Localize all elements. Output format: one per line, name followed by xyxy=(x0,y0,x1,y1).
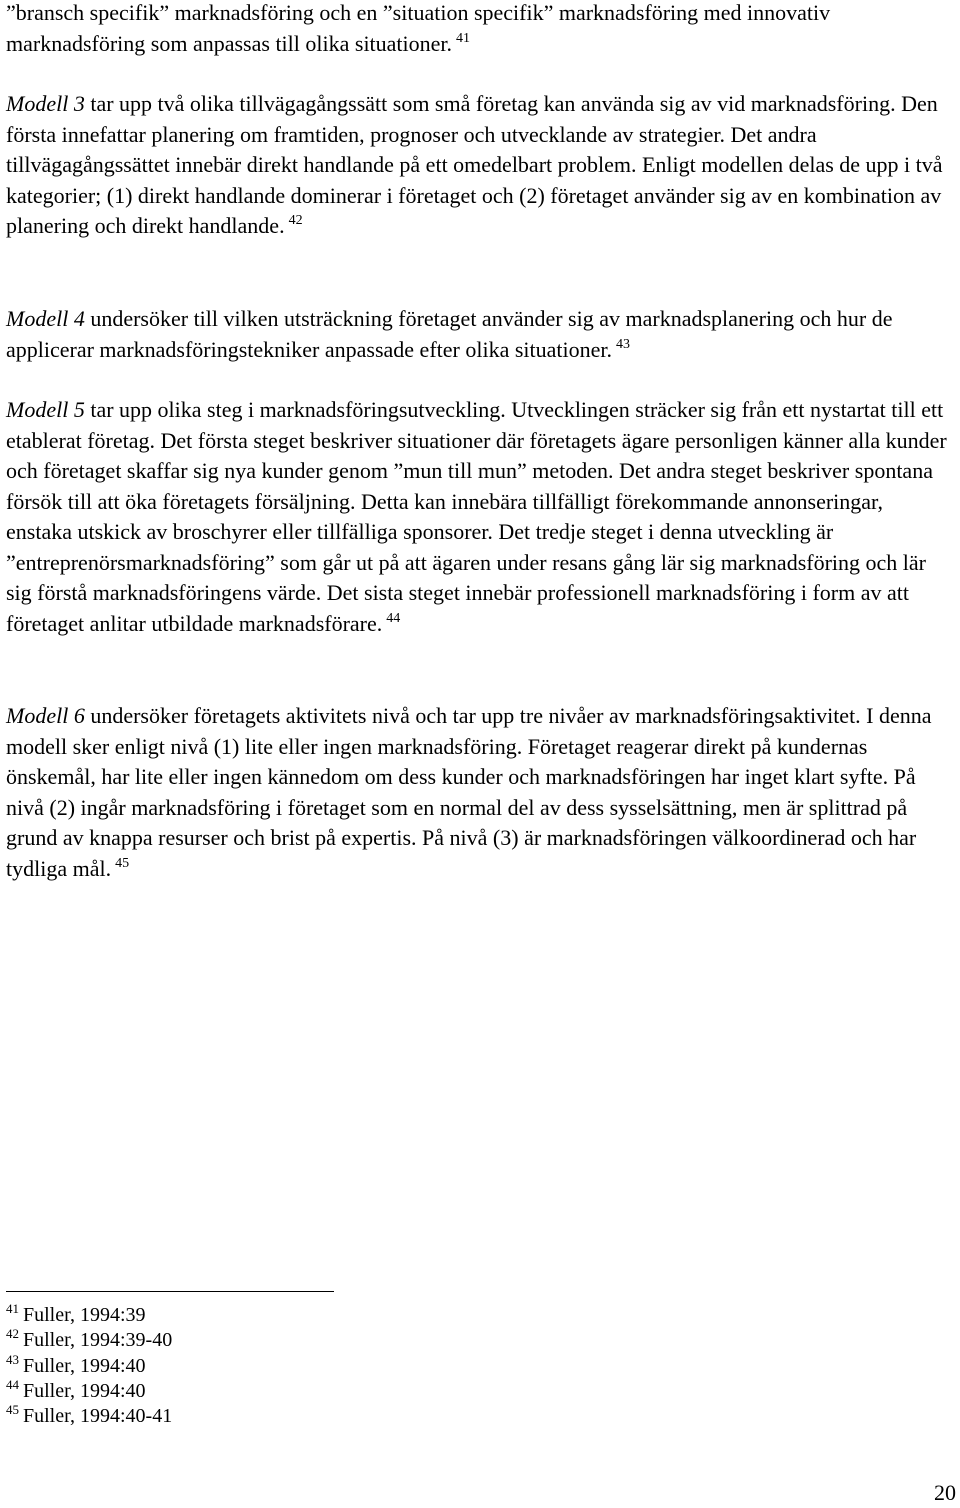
footnote-ref: 43 xyxy=(616,336,630,352)
paragraph-text: undersöker företagets aktivitets nivå och tar upp tre nivåer av marknadsföringsaktivitet. I denna modell sker enligt nivå (1) lite eller ingen marknadsföring. Företaget reagerar direkt på kundernas önskemål, har lite eller ingen kännedom om dess kunder och marknadsföringen har inget klart syfte. På nivå (2) ingår marknadsföring i företaget som en normal del av dess sysselsättning, men är splittrad på grund av knappa resurser och brist på expertis. På nivå (3) är marknadsföringen välkoordinerad och har tydliga mål. xyxy=(6,703,932,881)
model-label: Modell 3 xyxy=(6,91,85,116)
footnote-item xyxy=(6,1376,606,1404)
footnote-number: 42 xyxy=(6,1326,19,1342)
footnote-number: 41 xyxy=(6,1301,19,1316)
footnote-item xyxy=(6,1404,606,1429)
footnote-text: Fuller, 1994:40 xyxy=(23,1354,146,1377)
page-number: 20 xyxy=(934,1480,956,1505)
footnote-item xyxy=(6,1328,606,1353)
footnote-separator xyxy=(6,1291,334,1292)
footnotes xyxy=(6,1303,606,1429)
footnote-ref: 44 xyxy=(386,610,401,626)
footnote-ref: 42 xyxy=(288,213,303,228)
footnote-item xyxy=(6,1303,606,1328)
footnote-text: Fuller, 1994:39-40 xyxy=(23,1329,173,1352)
footnote-text: Fuller, 1994:40 xyxy=(23,1379,146,1402)
paragraph-model-3 xyxy=(6,89,954,242)
paragraph-model-5 xyxy=(6,395,954,639)
paragraph-text: ”bransch specifik” marknadsföring och en ”situation specifik” marknadsföring med innovativ marknadsföring som anpassas till olika situationer. xyxy=(6,0,831,56)
footnote-ref: 45 xyxy=(115,855,130,871)
model-label: Modell 4 xyxy=(6,306,85,331)
model-label: Modell 6 xyxy=(6,703,85,728)
footnote-number: 43 xyxy=(6,1351,19,1367)
paragraph-model-4 xyxy=(6,304,954,365)
footnote-ref: 41 xyxy=(456,30,471,46)
footnote-text: Fuller, 1994:39 xyxy=(23,1304,146,1326)
footnote-number: 44 xyxy=(6,1376,19,1392)
footnote-number: 45 xyxy=(6,1402,19,1418)
footnote-item xyxy=(6,1351,606,1379)
paragraph-model-6 xyxy=(6,701,954,884)
model-label: Modell 5 xyxy=(6,397,85,422)
paragraph-text: undersöker till vilken utsträckning företaget använder sig av marknadsplanering och hur de applicerar marknadsföringstekniker anpassade efter olika situationer. xyxy=(6,306,893,362)
paragraph-text: tar upp två olika tillvägagångssätt som små företag kan använda sig av vid marknadsföring. Den första innefattar planering om framtiden, prognoser och utvecklande av strategier. Det andra tillvägagångssättet innebär direkt handlande på ett omedelbart problem. Enligt modellen delas de upp i två kategorier; (1) direkt handlande dominerar i företaget och (2) företaget använder sig av en kombination av planering och direkt handlande. xyxy=(6,91,943,238)
paragraph-text: tar upp olika steg i marknadsföringsutveckling. Utvecklingen sträcker sig från ett nystartat till ett etablerat företag. Det första steget beskriver situationer där företagets ägare personligen känner alla kunder och företaget skaffar sig nya kunder genom ”mun till mun” metoden. Det andra steget beskriver spontana försök till att öka företagets försäljning. Detta kan innebära tillfälligt förekommande annonseringar, enstaka utskick av broschyrer eller tillfälliga sponsorer. Det tredje steget i denna utveckling är ”entreprenörsmarknadsföring” som går ut på att ägaren under resans gång lär sig marknadsföring och lär sig förstå marknadsföringens värde. Det sista steget innebär professionell marknadsföring i form av att företaget anlitar utbildade marknadsförare. xyxy=(6,397,947,636)
paragraph-intro xyxy=(6,0,954,59)
footnote-text: Fuller, 1994:40-41 xyxy=(23,1405,173,1428)
